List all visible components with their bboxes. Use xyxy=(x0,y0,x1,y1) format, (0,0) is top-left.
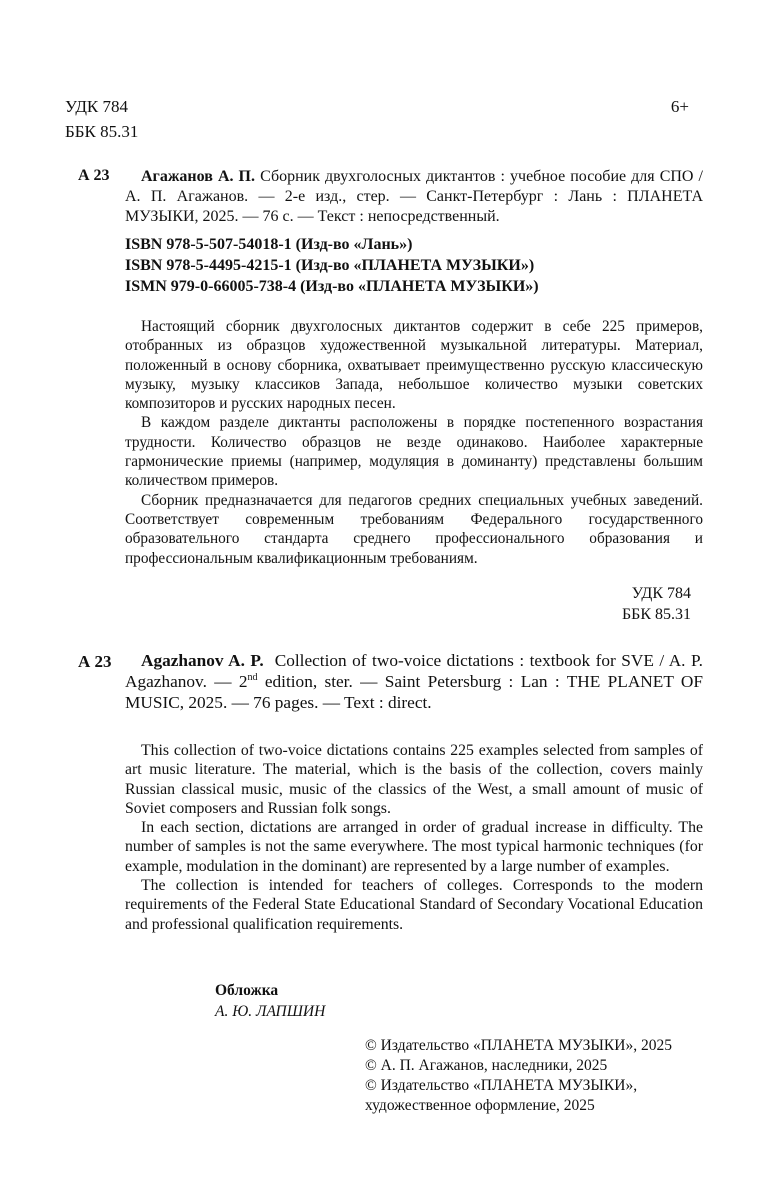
ru-abstract-paragraph: В каждом разделе диктанты расположены в порядке постепенного возрастания трудности. Количество образцов не везде одинаково. Наиболее характерные гармонические приемы (например, модуляция в доминанту) представлены большим количеством примеров. xyxy=(125,414,703,490)
en-abstract-paragraph: This collection of two-voice dictations contains 225 examples selected from samples of art music literature. The material, which is the basis of the collection, covers mainly Russian classical music, music of the classics of the West, a small amount of music of Soviet composers and Russian folk songs. xyxy=(125,742,703,817)
en-abstract-paragraph: The collection is intended for teachers of colleges. Corresponds to the modern requirements of the Federal State Educational Standard of Secondary Vocational Education and professional qualification requirements. xyxy=(125,877,703,933)
ru-ismn: ISMN 979-0-66005-738-4 (Изд-во «ПЛАНЕТА МУЗЫКИ») xyxy=(125,278,539,295)
en-description-sup: nd xyxy=(247,672,258,684)
ru-isbn-block xyxy=(125,234,539,297)
age-rating: 6+ xyxy=(670,97,689,116)
ru-udk: УДК 784 xyxy=(631,585,691,602)
header-classification xyxy=(65,94,138,144)
en-catalog-code: А 23 xyxy=(78,652,112,671)
cover-artist: А. Ю. ЛАПШИН xyxy=(215,1003,326,1020)
en-description-part2: edition, ster. — Saint Petersburg : Lan : THE PLANET OF MUSIC, 2025. — 76 pages. — Text : direct. xyxy=(125,672,703,712)
en-abstract xyxy=(125,741,703,934)
ru-bbk: ББК 85.31 xyxy=(621,606,691,623)
ru-bibliographic-record xyxy=(125,167,703,227)
cover-credit xyxy=(215,980,325,1022)
ru-isbn-lan: ISBN 978-5-507-54018-1 (Изд-во «Лань») xyxy=(125,236,413,253)
cover-label: Обложка xyxy=(215,982,279,999)
copyright-line: © А. П. Агажанов, наследники, 2025 xyxy=(365,1057,608,1074)
ru-abstract-paragraph: Сборник предназначается для педагогов средних специальных учебных заведений. Соответствует современным требованиям Федерального государственного образовательного стандарта среднего профессионального образования и профессиональным квалификационным требованиям. xyxy=(125,491,703,567)
copyright-line: © Издательство «ПЛАНЕТА МУЗЫКИ», xyxy=(365,1077,638,1094)
copyright-line: художественное оформление, 2025 xyxy=(365,1097,595,1114)
en-bibliographic-record xyxy=(125,650,703,713)
ru-catalog-code: А 23 xyxy=(78,167,110,184)
ru-abstract-paragraph: Настоящий сборник двухголосных диктантов содержит в себе 225 примеров, отобранных из образцов художественной музыкальной литературы. Материал, положенный в основу сборника, охватывает преимущественно русскую классическую музыку, музыку классиков Запада, небольшое количество музыки советских композиторов и русских народных песен. xyxy=(125,318,703,413)
header-bbk: ББК 85.31 xyxy=(65,122,139,141)
en-abstract-paragraph: In each section, dictations are arranged in order of gradual increase in difficulty. The number of samples is not the same everywhere. The most typical harmonic techniques (for example, modulation in the dominant) are represented by a large number of examples. xyxy=(125,819,703,875)
header-udk: УДК 784 xyxy=(65,97,129,116)
ru-author: Агажанов А. П. xyxy=(141,168,256,185)
copyright-block xyxy=(365,1036,672,1116)
en-description-part1: Collection of two-voice dictations : textbook for SVE / A. P. Agazhanov. — 2 xyxy=(125,651,704,691)
ru-description: Сборник двухголосных диктантов : учебное пособие для СПО / А. П. Агажанов. — 2-е изд., стер. — Санкт-Петербург : Лань : ПЛАНЕТА МУЗЫКИ, 2025. — 76 с. — Текст : непосредственный. xyxy=(125,168,703,225)
ru-abstract xyxy=(125,317,703,568)
copyright-line: © Издательство «ПЛАНЕТА МУЗЫКИ», 2025 xyxy=(365,1037,672,1054)
ru-classification xyxy=(622,583,691,625)
en-author: Agazhanov A. P. xyxy=(141,651,264,670)
ru-isbn-planeta: ISBN 978-5-4495-4215-1 (Изд-во «ПЛАНЕТА МУЗЫКИ») xyxy=(125,257,535,274)
